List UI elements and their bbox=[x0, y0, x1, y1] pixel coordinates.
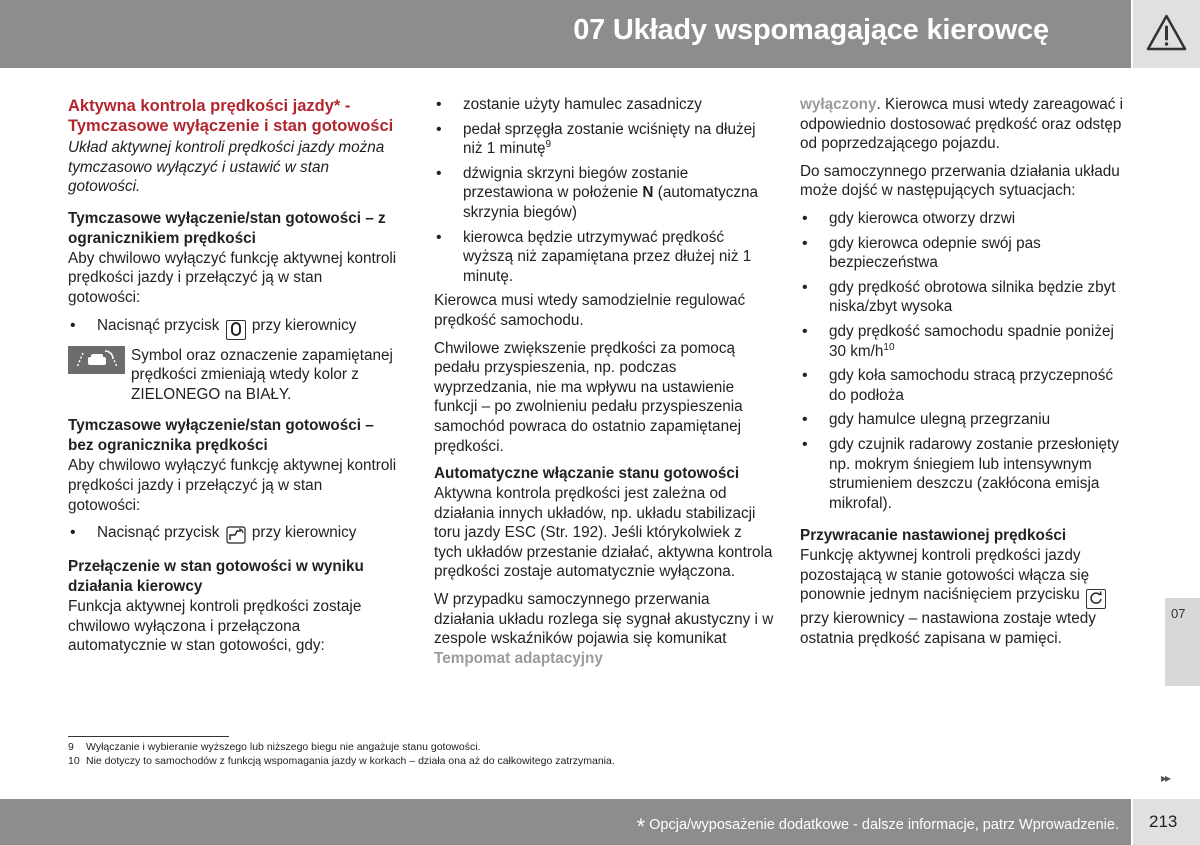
paragraph: Funkcję aktywnej kontroli prędkości jazdy pozostającą w stanie gotowości włącza się ponownie jednym naciśnięciem przycisku przy kierownicy – nastawiona zostaje wtedy ostatnia prędkość zapisana w pamięci. bbox=[800, 546, 1130, 648]
list-item: • gdy hamulce ulegną przegrzaniu bbox=[800, 410, 1130, 430]
list-item: • gdy kierowca otworzy drzwi bbox=[800, 209, 1130, 229]
list-item: • pedał sprzęgła zostanie wciśnięty na dłużej niż 1 minutę$^9$ bbox=[434, 120, 774, 159]
list-item: • gdy prędkość obrotowa silnika będzie zbyt niska/zbyt wysoka bbox=[800, 278, 1130, 317]
footnote-divider bbox=[68, 736, 229, 737]
bullet-list bbox=[434, 95, 774, 286]
column-1 bbox=[68, 96, 398, 656]
bullet-list bbox=[800, 209, 1130, 513]
bullet-list bbox=[68, 523, 398, 544]
chapter-title: 07 Układy wspomagające kierowcę bbox=[573, 14, 1049, 46]
intro-text: Układ aktywnej kontroli prędkości jazdy można tymczasowo wyłączyć i ustawić w stan gotowości. bbox=[68, 139, 385, 196]
cruise-button-icon bbox=[226, 526, 246, 544]
paragraph: Aktywna kontrola prędkości jest zależna od działania innych układów, np. układu stabilizacji toru jazdy ESC (Str. 192). Jeśli którykolwiek z tych układów przestanie działać, aktywna kontrola prędkości zostaje automatycznie wyłączona. bbox=[434, 485, 773, 581]
subheading-resume: Przywracanie nastawionej prędkości bbox=[800, 527, 1067, 545]
subheading-auto-standby: Automatyczne włączanie stanu gotowości bbox=[434, 465, 740, 483]
symbol-text: Symbol oraz oznaczenie zapamiętanej prędkości zmieniają wtedy kolor z ZIELONEGO na BIAŁY. bbox=[131, 346, 393, 403]
cruise-control-symbol-icon bbox=[68, 346, 125, 374]
section-title: Aktywna kontrola prędkości jazdy* - Tymczasowe wyłączenie i stan gotowości bbox=[68, 97, 394, 135]
display-message: Tempomat adaptacyjny bbox=[434, 649, 603, 667]
subheading-without-limiter: Tymczasowe wyłączenie/stan gotowości – bez ogranicznika prędkości bbox=[68, 417, 374, 455]
warning-triangle-icon bbox=[1133, 0, 1200, 68]
paragraph: Kierowca musi wtedy samodzielnie regulować prędkość samochodu. bbox=[434, 292, 746, 329]
page-footer bbox=[0, 799, 1131, 845]
list-item: • gdy koła samochodu stracą przyczepność do podłoża bbox=[800, 366, 1130, 405]
subheading-with-limiter: Tymczasowe wyłączenie/stan gotowości – z ogranicznikiem prędkości bbox=[68, 209, 386, 247]
paragraph: Funkcja aktywnej kontroli prędkości zostaje chwilowo wyłączona i przełączona automatycznie w stan gotowości, gdy: bbox=[68, 598, 362, 655]
paragraph: Aby chwilowo wyłączyć funkcję aktywnej kontroli prędkości jazdy i przełączyć ją w stan gotowości: bbox=[68, 249, 397, 306]
continue-arrows-icon: ▸▸ bbox=[1161, 771, 1170, 785]
display-message: wyłączony bbox=[800, 96, 877, 113]
paragraph: Chwilowe zwiększenie prędkości za pomocą pedału przyspieszenia, np. podczas wyprzedzania, nie ma wpływu na ustawienie funkcji – po zwolnieniu pedału przyspieszenia samochód powraca do ostatnio zapamiętanej prędkości. bbox=[434, 339, 743, 455]
footnote: 10 Nie dotyczy to samochodów z funkcją wspomagania jazdy w korkach – działa ona aż do całkowitego zatrzymania. bbox=[68, 755, 615, 767]
paragraph: W przypadku samoczynnego przerwania działania układu rozlega się sygnał akustyczny i w zespole wskaźników pojawia się komunikat Tempomat adaptacyjny bbox=[434, 591, 774, 667]
chapter-tab: 07 bbox=[1165, 598, 1200, 686]
paragraph: Do samoczynnego przerwania działania układu może dojść w następujących sytuacjach: bbox=[800, 162, 1120, 200]
list-item: • gdy czujnik radarowy zostanie przesłonięty np. mokrym śniegiem lub intensywnym strumieniem deszczu (zakłócona emisja mikrofal). bbox=[800, 435, 1130, 513]
list-item: • dźwignia skrzyni biegów zostanie przestawiona w położenie N (automatyczna skrzynia biegów) bbox=[434, 164, 774, 223]
column-2 bbox=[434, 95, 774, 668]
paragraph: Aby chwilowo wyłączyć funkcję aktywnej kontroli prędkości jazdy i przełączyć ją w stan gotowości: bbox=[68, 457, 397, 514]
footnote: 9 Wyłączanie i wybieranie wyższego lub niższego biegu nie angażuje stanu gotowości. bbox=[68, 741, 481, 753]
column-3 bbox=[800, 95, 1130, 649]
list-item: • Nacisnąć przycisk przy kierownicy bbox=[68, 523, 398, 544]
list-item: • zostanie użyty hamulec zasadniczy bbox=[434, 95, 774, 115]
list-item: • gdy kierowca odepnie swój pas bezpieczeństwa bbox=[800, 234, 1130, 273]
paragraph: wyłączony. Kierowca musi wtedy zareagować i odpowiednio dostosować prędkość oraz odstęp od poprzedzającego pojazdu. bbox=[800, 96, 1124, 153]
resume-button-icon bbox=[1086, 589, 1106, 609]
list-item: • kierowca będzie utrzymywać prędkość wyższą niż zapamiętana przez dłużej niż 1 minutę. bbox=[434, 228, 774, 287]
page-number: 213 bbox=[1149, 812, 1178, 831]
list-item: • gdy prędkość samochodu spadnie poniżej 30 $km/h^{10}$ bbox=[800, 322, 1130, 361]
pause-button-icon bbox=[226, 320, 246, 340]
symbol-note bbox=[68, 346, 398, 405]
list-item: • Nacisnąć przycisk przy kierownicy bbox=[68, 316, 398, 340]
footer-note: * Opcja/wyposażenie dodatkowe - dalsze informacje, patrz Wprowadzenie. bbox=[636, 814, 1119, 839]
chapter-header bbox=[0, 0, 1131, 68]
bullet-list bbox=[68, 316, 398, 340]
subheading-driver-action: Przełączenie w stan gotowości w wyniku działania kierowcy bbox=[68, 558, 364, 596]
